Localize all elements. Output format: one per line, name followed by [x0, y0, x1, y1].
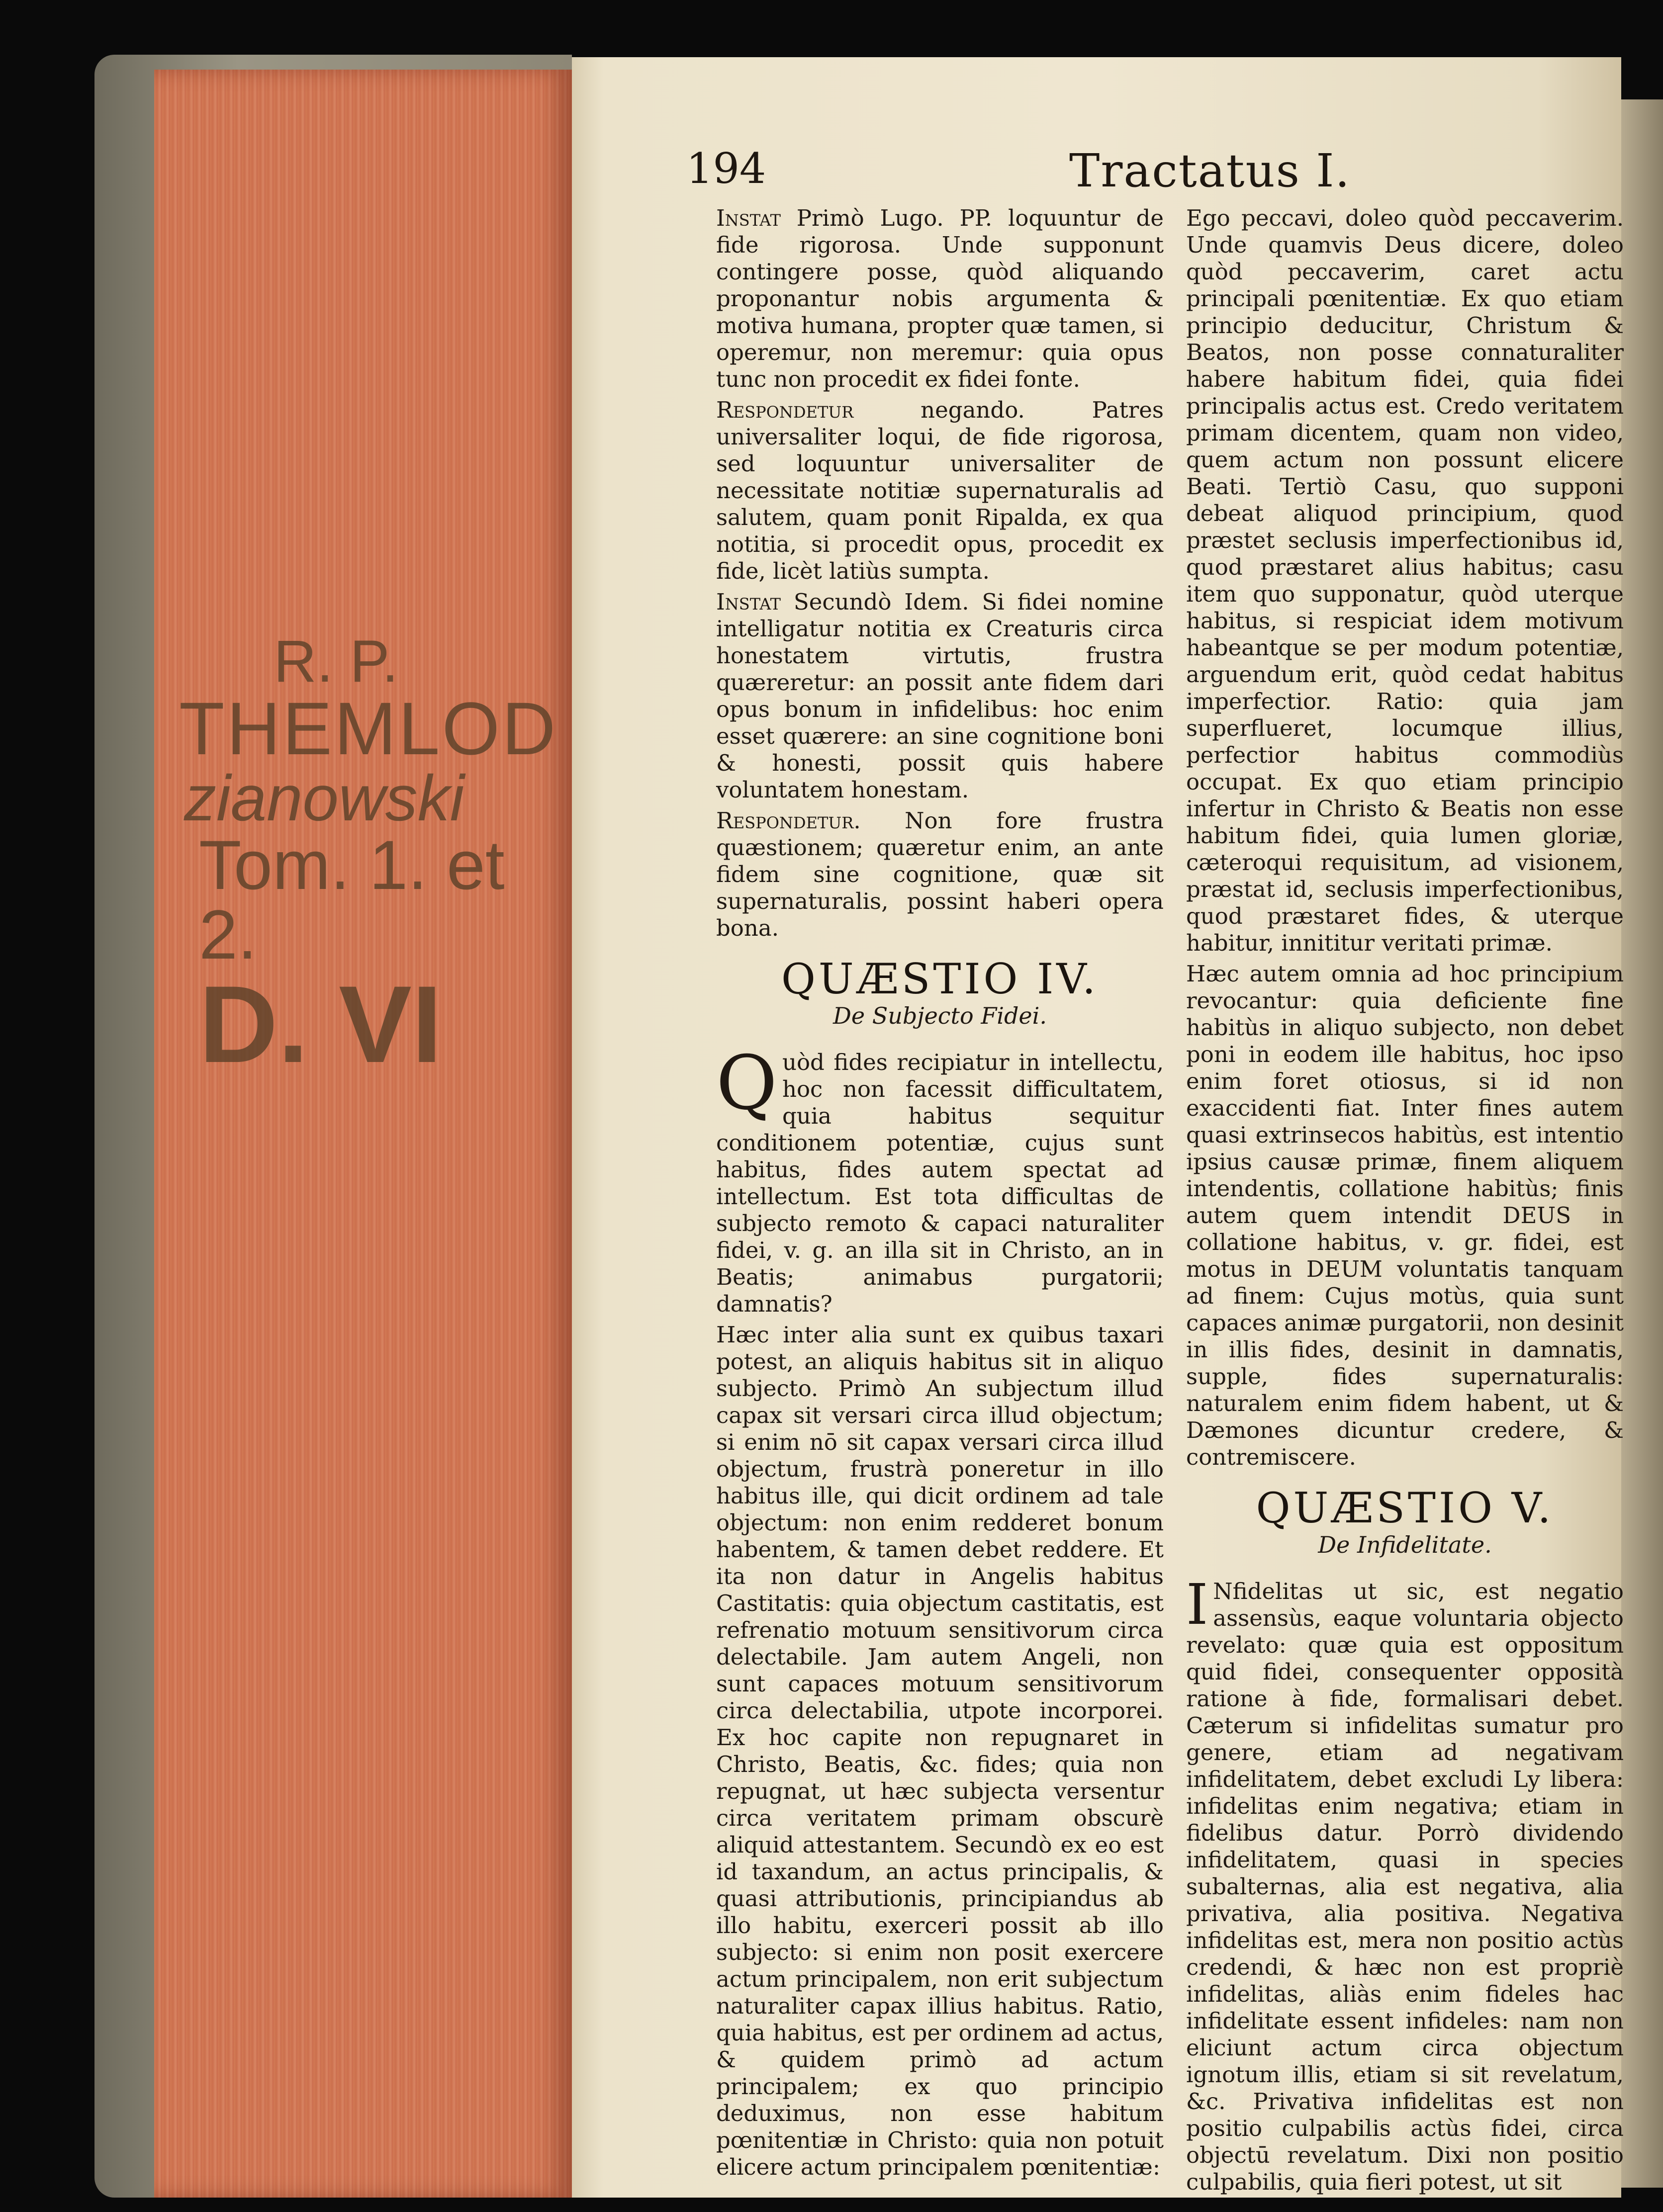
paragraph — [716, 205, 1164, 393]
left-column — [716, 205, 1164, 2181]
spine-label-line: D. VI — [199, 963, 442, 1085]
drop-cap: Q — [716, 1040, 777, 1127]
right-column — [1186, 205, 1624, 2196]
page-number: 194 — [686, 144, 766, 193]
question-subtitle: De Infidelitate. — [1318, 1531, 1492, 1558]
spine-label — [169, 628, 558, 1085]
paragraph: Hæc inter alia sunt ex quibus taxari potest, an aliquis habitus sit in aliquo subjecto. Primò An subjectum illud capax sit versari circa illud objectum; si enim nō sit capax versari circa illud objectum, frustrà poneretur in illo habitus ille, qui dicit ordinem ad tale objectum: non enim redderet bonum habentem, & tamen debet reddere. Et ita non datur in Angelis habitus Castitatis: quia objectum castitatis, est refrenatio motuum sensitivorum circa delectabile. Jam autem Angeli, non sunt capaces motuum sensitivorum circa delectabilia, utpote incorporei. Ex hoc capite non repugnaret in Christo, Beatis, &c. fides; quia non repugnat, ut hæc subjecta versentur circa veritatem primam obscurè aliquid attestantem. Secundò ex eo est id taxandum, an actus principalis, & quasi attributionis, principiandus ab illo habitu, exerceri possit ab illo subjecto: si enim non posit exercere actum principalem, non erit subjectum naturaliter capax illius habitus. Ratio, quia habitus, est per ordinem ad actus, & quidem primò ad actum principalem; ex quo principio deduximus, non esse habitum pœnitentiæ in Christo: quia non potuit elicere actum principalem pœnitentiæ: — [716, 1322, 1164, 2180]
paragraph: Hæc autem omnia ad hoc principium revocantur: quia deficiente fine habitùs in aliquo subjecto, non debet poni in eodem ille habitus, hoc ipso enim foret otiosus, si id non exaccidenti fiat. Inter fines autem quasi extrinsecos habitùs, est intentio ipsius causæ primæ, finem aliquem intendentis, collatione habitùs; finis autem quem intendit DEUS in collatione habitus, v. gr. fidei, est motus in DEUM voluntatis tanquam ad finem: Cujus motùs, quia sunt capaces animæ purgatorii, non desinit in illis fides, desinit in damnatis, supple, fides supernaturalis: naturalem enim fidem habent, ut & Dæmones dicuntur credere, & contremiscere. — [1186, 961, 1624, 1470]
drop-cap: I — [1186, 1573, 1208, 1637]
lead-word: Instat — [716, 589, 781, 615]
paragraph-text: negando. Patres universaliter loqui, de fide rigorosa, sed loquuntur universaliter de necessitate notitiæ supernaturalis ad salutem, quam ponit Ripalda, ex qua notitia, si procedit opus, procedit ex fide, licèt latiùs sumpta. — [716, 397, 1164, 584]
lead-word: Respondetur. — [716, 807, 861, 834]
lead-word: Instat — [716, 205, 781, 231]
question-heading: QUÆSTIO V. — [1256, 1484, 1554, 1532]
paragraph-text: Non fore frustra quæstionem; quæretur enim, an ante fidem sine cognitione, quæ sit supernaturalis, possint haberi opera bona. — [716, 807, 1164, 941]
paragraph — [716, 807, 1164, 942]
paragraph-text: Primò Lugo. PP. loquuntur de fide rigorosa. Unde supponunt contingere posse, quòd aliquando proponantur nobis argumenta & motiva humana, propter quæ tamen, si operemur, non meremur: quia opus tunc non procedit ex fidei fonte. — [716, 205, 1164, 392]
paragraph: Ego peccavi, doleo quòd peccaverim. Unde quamvis Deus dicere, doleo quòd peccaverim, caret actu principali pœnitentiæ. Ex quo etiam principio deducitur, Christum & Beatos, non posse connaturaliter habere habitum fidei, quia fidei principalis actus est. Credo veritatem primam dicentem, quam non video, quem actum non possunt elicere Beati. Tertiò Casu, quo supponi debeat aliquod principium, quod præstet seclusis imperfectionibus id, quod præstaret alius habitus; casu item quo supponatur, quòd uterque habitus, si respiciat idem motivum habeantque se per modum potentiæ, arguendum erit, quòd cedat habitus imperfectior. Ratio: quia jam superflueret, locumque illius, perfectior habitus commodiùs occupat. Ex quo etiam principio infertur in Christo & Beatis non esse habitum fidei, quia lumen gloriæ, cæteroqui requisitum, ad visionem, præstat id, seclusis imperfectionibus, quod præstaret fides, & uterque habitur, innititur veritati primæ. — [1186, 205, 1624, 956]
paragraph — [1186, 1573, 1624, 2196]
paragraph — [716, 1040, 1164, 1318]
running-title: Tractatus I. — [1069, 144, 1351, 197]
spine-label-line: R. P. — [274, 628, 399, 695]
paragraph-text: Secundò Idem. Si fidei nomine intelligatur notitia ex Creaturis circa honestatem virtutis, frustra quæreretur: an possit ante fidem dari opus bonum in infidelibus: hoc enim esset quærere: an sine cognitione boni & honesti, possit quis habere voluntatem honestam. — [716, 589, 1164, 803]
next-page-edge — [1621, 99, 1663, 2188]
spine-label-line: zianowski — [184, 762, 464, 834]
lead-word: Respondetur — [716, 397, 854, 423]
page-edge — [154, 70, 572, 2198]
spine-label-line: Tom. 1. et 2. — [199, 826, 505, 973]
question-heading: QUÆSTIO IV. — [781, 955, 1099, 1003]
paragraph-text: uòd fides recipiatur in intellectu, hoc non facessit difficultatem, quia habitus sequitur conditionem potentiæ, cujus sunt habitus, fides autem spectat ad intellectum. Est tota difficultas de subjecto remoto & capaci naturaliter fidei, v. g. an illa sit in Christo, an in Beatis; animabus purgatorii; damnatis? — [716, 1049, 1164, 1317]
paragraph — [716, 589, 1164, 803]
question-subtitle: De Subjecto Fidei. — [833, 1002, 1047, 1029]
spine-label-line: THEMLOD — [179, 687, 558, 770]
paragraph-text: Nfidelitas ut sic, est negatio assensùs, eaque voluntaria objecto revelato: quæ quia est oppositum quid fidei, consequenter opposità ratione à fide, formalisari debet. Cæterum si infidelitas sumatur pro genere, etiam ad negativam infidelitatem, debet excludi Ly libera: infidelitas enim negativa; etiam in fidelibus datur. Porrò dividendo infidelitatem, quasi in species subalternas, alia est negativa, alia privativa, alia positiva. Negativa infidelitas est, mera non positio actùs credendi, & hæc non est propriè infidelitas, aliàs enim fideles hac infidelitate essent infideles: nam non eliciunt actum circa objectum ignotum illis, etiam si sit revelatum, &c. Privativa infidelitas est non positio culpabilis actùs fidei, circa objectū revelatum. Dixi non positio culpabilis, quia fieri potest, ut sit — [1186, 1578, 1624, 2195]
paragraph — [716, 397, 1164, 585]
